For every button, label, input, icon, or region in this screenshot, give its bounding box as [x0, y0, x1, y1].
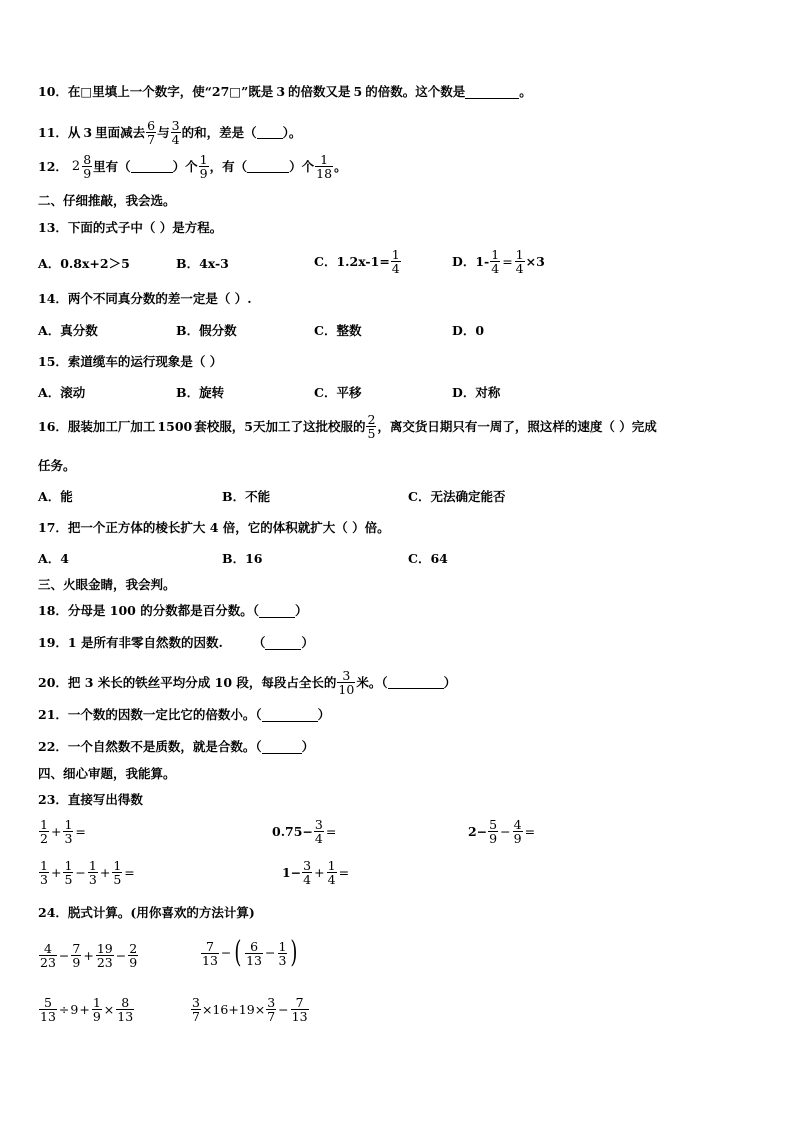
answer-blank[interactable]: [465, 86, 519, 99]
option-a[interactable]: A．真分数: [38, 323, 98, 338]
option-c[interactable]: C．整数: [314, 323, 362, 338]
operator: +: [79, 1001, 90, 1017]
right-parenthesis: ): [290, 935, 298, 970]
fraction: $\frac{1}{4}$: [327, 858, 336, 887]
option-a[interactable]: A．4: [38, 551, 69, 566]
fraction: $\frac{1}{18}$: [316, 152, 333, 181]
fraction: $\frac{1}{3}$: [64, 817, 73, 846]
question-number: 11．: [38, 124, 68, 140]
expression-24-1: [38, 942, 139, 969]
number: 3: [276, 84, 286, 99]
operator: −: [278, 1001, 289, 1017]
fraction: $\frac{3}{4}$: [303, 858, 312, 887]
question-text: 1 是所有非零自然数的因数.: [67, 635, 223, 650]
expression-23-4: [38, 859, 136, 886]
answer-blank[interactable]: [262, 741, 302, 754]
question-number: 24．: [38, 905, 68, 920]
expression-24-2: [200, 935, 300, 970]
option-a[interactable]: A．0.8x+2＞5: [38, 256, 130, 271]
question-text: ）。: [282, 124, 302, 140]
option-b[interactable]: B．16: [222, 551, 263, 566]
operator: =: [124, 864, 135, 880]
question-text: ，离交货日期只有一周了，照这样的速度（ ）完成: [377, 418, 657, 434]
question-text: 一个数的因数一定比它的倍数小。（: [67, 707, 262, 722]
option-c[interactable]: C．平移: [314, 385, 362, 400]
fraction: $\frac{1}{2}$: [40, 817, 48, 846]
question-18: [38, 603, 307, 619]
expression-text: 2−: [468, 823, 488, 839]
option-a[interactable]: A．滚动: [38, 385, 86, 400]
number: 9: [70, 1001, 79, 1017]
option-b[interactable]: B．旋转: [176, 385, 225, 400]
fraction: $\frac{1}{3}$: [88, 858, 97, 887]
operator: +: [50, 823, 62, 839]
question-number: 22．: [38, 739, 68, 754]
fraction: $\frac{1}{5}$: [113, 858, 122, 887]
punctuation: ）: [301, 739, 315, 754]
expression-23-3: [468, 818, 536, 845]
answer-blank[interactable]: [259, 605, 295, 618]
question-21: [38, 707, 330, 723]
operator: −: [75, 864, 86, 880]
fraction: $\frac{2}{9}$: [129, 941, 138, 970]
question-10: [38, 84, 532, 100]
question-text: 的倍数又是: [288, 84, 351, 99]
operator: +: [99, 864, 111, 880]
question-text: 里有（: [93, 158, 131, 174]
fraction: $\frac{6}{13}$: [246, 938, 263, 968]
fraction: $\frac{3}{4}$: [171, 118, 180, 147]
question-number: 19．: [38, 635, 68, 650]
fraction: $\frac{5}{13}$: [40, 995, 56, 1024]
punctuation: 。: [334, 158, 347, 174]
question-text: 里面减去: [95, 124, 146, 140]
question-number: 13．: [38, 220, 68, 235]
question-number: 17．: [38, 520, 68, 535]
option-b[interactable]: B．假分数: [176, 323, 237, 338]
question-text: 的和，差是（: [181, 124, 257, 140]
expression-text: 1−: [282, 864, 302, 880]
question-text: 在□里填上一个数字，使“27□”既是: [67, 84, 274, 99]
question-text: 索道缆车的运行现象是（ ）: [67, 354, 223, 369]
option-d[interactable]: [452, 248, 545, 275]
question-text: ，有（: [209, 158, 248, 174]
operator: −: [58, 947, 70, 963]
fraction: $\frac{3}{7}$: [267, 995, 276, 1024]
punctuation: ）: [301, 635, 314, 650]
mixed-number-integer: 2: [71, 158, 81, 174]
question-number: 15．: [38, 354, 68, 369]
option-b[interactable]: B．4x-3: [176, 256, 229, 271]
fraction: $\frac{8}{9}$: [83, 152, 92, 181]
number: 5: [353, 84, 363, 99]
question-number: 18．: [38, 603, 68, 618]
question-number: 12．: [38, 158, 68, 174]
answer-blank[interactable]: [265, 637, 301, 650]
operator: =: [75, 823, 86, 839]
fraction: $\frac{1}{4}$: [391, 247, 400, 276]
punctuation: ）: [317, 707, 331, 722]
question-14: [38, 291, 252, 307]
option-label: ×3: [525, 253, 545, 269]
left-parenthesis: (: [234, 935, 242, 970]
expression-24-4: [190, 996, 310, 1023]
question-text: 从: [67, 124, 81, 140]
question-text: 一个自然数不是质数，就是合数。（: [67, 739, 262, 754]
question-text: 的倍数。这个数是: [365, 84, 466, 99]
fraction: $\frac{6}{7}$: [147, 118, 156, 147]
operator: −: [115, 947, 127, 963]
operator: −: [500, 823, 511, 839]
fraction: $\frac{1}{4}$: [491, 247, 500, 276]
section-heading: 四、细心审题，我能算。: [38, 766, 176, 781]
operator: ÷: [58, 1001, 70, 1017]
expression-24-3: [38, 996, 135, 1023]
answer-blank[interactable]: [131, 160, 173, 173]
fraction: $\frac{1}{3}$: [278, 938, 287, 968]
option-b[interactable]: B．不能: [222, 489, 271, 504]
fraction: $\frac{3}{7}$: [192, 995, 200, 1024]
answer-blank[interactable]: [262, 709, 318, 722]
fraction: $\frac{1}{3}$: [40, 858, 48, 887]
number: 1500: [157, 418, 193, 434]
punctuation: ）: [443, 674, 457, 690]
question-15: [38, 354, 222, 370]
fraction: $\frac{7}{9}$: [72, 941, 81, 970]
question-19: [38, 635, 314, 651]
fraction: $\frac{2}{5}$: [367, 412, 376, 441]
fraction: $\frac{1}{9}$: [92, 995, 101, 1024]
question-number: 10．: [38, 84, 68, 99]
section-heading: 二、仔细推敲，我会选。: [38, 193, 176, 208]
operator: =: [524, 823, 536, 839]
question-text: 下面的式子中（ ）是方程。: [67, 220, 223, 235]
option-d[interactable]: D．0: [452, 323, 485, 338]
question-12: [38, 153, 347, 180]
question-text: 把一个正方体的棱长扩大 4 倍，它的体积就扩大（ ）倍。: [67, 520, 390, 535]
operator: ×: [103, 1001, 115, 1017]
fraction: $\frac{3}{10}$: [338, 668, 355, 697]
fraction: $\frac{1}{5}$: [64, 858, 73, 887]
question-number: 14．: [38, 291, 68, 306]
answer-blank[interactable]: [257, 126, 283, 139]
question-13: [38, 220, 222, 236]
question-number: 23．: [38, 792, 68, 807]
option-c[interactable]: C．64: [408, 551, 448, 566]
operator: =: [325, 823, 337, 839]
number: 5: [244, 418, 253, 434]
fraction: $\frac{4}{23}$: [40, 941, 56, 970]
punctuation: 。: [519, 84, 532, 99]
option-a[interactable]: A．能: [38, 489, 73, 504]
question-text: ）个: [172, 158, 198, 174]
fraction: $\frac{1}{9}$: [199, 152, 208, 181]
option-label: C．1.2x-1=: [314, 253, 390, 269]
option-d[interactable]: D．对称: [452, 385, 501, 400]
section-heading: 三、火眼金睛，我会判。: [38, 577, 176, 592]
expression-23-5: [282, 859, 350, 886]
fraction: $\frac{19}{23}$: [96, 941, 113, 970]
question-20: [38, 669, 456, 696]
question-24: [38, 905, 255, 921]
punctuation: （: [252, 635, 266, 650]
question-text: 服装加工厂加工: [67, 418, 156, 434]
question-text: 把 3 米长的铁丝平均分成 10 段，每段占全长的: [67, 674, 337, 690]
answer-blank[interactable]: [388, 676, 444, 689]
option-c[interactable]: C．无法确定能否: [408, 489, 506, 504]
question-text: 米。（: [356, 674, 388, 690]
option-label: D．1-: [452, 253, 490, 269]
question-text: 套校服，: [194, 418, 245, 434]
question-text: 脱式计算。(用你喜欢的方法计算): [67, 905, 255, 920]
operator: −: [265, 945, 276, 960]
question-text: 与: [157, 124, 170, 140]
expression-23-2: [272, 818, 337, 845]
question-text: 分母是 100 的分数都是百分数。（: [67, 603, 259, 618]
fraction: $\frac{3}{4}$: [314, 817, 323, 846]
expression-text: 0.75−: [272, 823, 313, 839]
fraction: $\frac{8}{13}$: [117, 995, 134, 1024]
number: 3: [83, 124, 93, 140]
operator: +: [50, 864, 62, 880]
fraction: $\frac{4}{9}$: [513, 817, 522, 846]
expression-23-1: [38, 818, 87, 845]
question-11: [38, 119, 301, 146]
answer-blank[interactable]: [247, 160, 289, 173]
question-17: [38, 520, 390, 536]
option-c[interactable]: [314, 248, 402, 275]
fraction: $\frac{5}{9}$: [489, 817, 498, 846]
question-16-continued: 任务。: [38, 458, 76, 473]
question-text: 天加工了这批校服的: [252, 418, 366, 434]
question-number: 20．: [38, 674, 68, 690]
question-number: 16．: [38, 418, 68, 434]
operator: =: [502, 253, 513, 269]
question-text: 两个不同真分数的差一定是（ ）.: [67, 291, 252, 306]
fraction: $\frac{7}{13}$: [202, 938, 218, 968]
punctuation: ）: [294, 603, 308, 618]
fraction: $\frac{1}{4}$: [515, 247, 524, 276]
expression-text: ×16+19×: [201, 1001, 266, 1017]
operator: =: [338, 864, 350, 880]
operator: −: [220, 945, 232, 960]
operator: +: [83, 947, 94, 963]
question-22: [38, 739, 314, 755]
question-23: [38, 792, 143, 808]
fraction: $\frac{7}{13}$: [291, 995, 308, 1024]
question-16: [38, 413, 657, 440]
operator: +: [314, 864, 325, 880]
question-number: 21．: [38, 707, 68, 722]
question-text: 直接写出得数: [67, 792, 143, 807]
question-text: ）个: [289, 158, 315, 174]
